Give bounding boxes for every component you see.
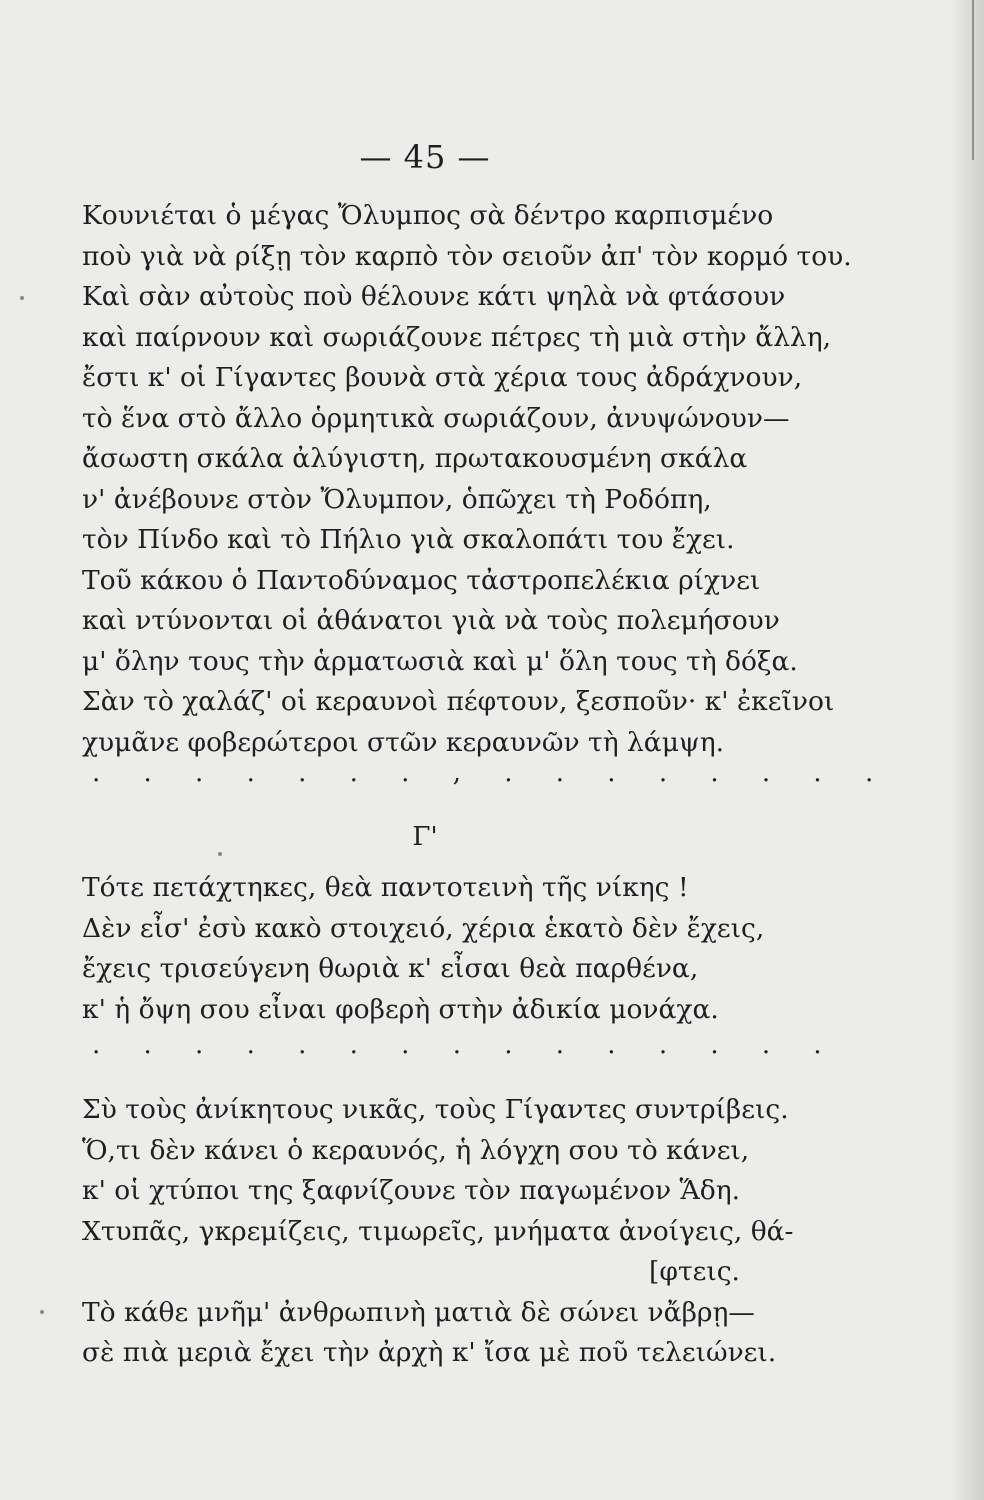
verse-line: καὶ ντύνονται οἱ ἀθάνατοι γιὰ νὰ τοὺς πολεμήσουν (82, 605, 780, 636)
verse-line: Χτυπᾶς, γκρεμίζεις, τιμωρεῖς, μνήματα ἀνοίγεις, θά- (82, 1215, 794, 1247)
verse-line: Τοῦ κάκου ὁ Παντοδύναμος τἀστροπελέκια ρίχνει (82, 564, 761, 596)
verse-line: καὶ παίρνουν καὶ σωριάζουνε πέτρες τὴ μιὰ στὴν ἄλλη, (82, 321, 832, 353)
stanza-3 (82, 1090, 802, 1374)
verse-line: κ' ἡ ὄψη σου εἶναι φοβερὴ στὴν ἀδικία μονάχα. (82, 993, 719, 1025)
section-heading: Γ' (412, 822, 438, 852)
verse-line: ἔστι κ' οἱ Γίγαντες βουνὰ στὰ χέρια τους ἀδράχνουν, (82, 362, 803, 393)
stanza-1 (82, 196, 852, 763)
verse-line: Δὲν εἶσ' ἐσὺ κακὸ στοιχειό, χέρια ἑκατὸ δὲν ἔχεις, (82, 912, 765, 944)
print-speck (20, 296, 24, 300)
verse-line: κ' οἱ χτύποι της ξαφνίζουνε τὸν παγωμένον Ἅδη. (82, 1175, 741, 1206)
ellipsis-row: . . . . . . . . . . . . . . . (92, 1030, 840, 1060)
verse-line: ἄσωστη σκάλα ἀλύγιστη, πρωτακουσμένη σκάλα (82, 443, 748, 474)
verse-line: ποὺ γιὰ νὰ ρίξῃ τὸν καρπὸ τὸν σειοῦν ἀπ' τὸν κορμό του. (82, 240, 852, 272)
verse-line: σὲ πιὰ μεριὰ ἔχει τὴν ἀρχὴ κ' ἴσα μὲ ποῦ τελειώνει. (82, 1337, 777, 1368)
print-speck (40, 1310, 44, 1314)
page-edge-shadow (950, 0, 984, 1500)
verse-line: Σὺ τοὺς ἀνίκητους νικᾶς, τοὺς Γίγαντες συντρίβεις. (82, 1094, 789, 1125)
verse-line: ἔχεις τρισεύγενη θωριὰ κ' εἶσαι θεὰ παρθένα, (82, 953, 699, 984)
verse-line: Σὰν τὸ χαλάζ' οἱ κεραυνοὶ πέφτουν, ξεσποῦν· κ' ἐκεῖνοι (82, 686, 835, 717)
verse-line: μ' ὅλην τους τὴν ἁρματωσιὰ καὶ μ' ὅλη τους τὴ δόξα. (82, 645, 798, 677)
ellipsis-row: . . . . . . . , . . . . . . . . (92, 758, 891, 788)
verse-line: Κουνιέται ὁ μέγας Ὄλυμπος σὰ δέντρο καρπισμένο (82, 200, 774, 231)
verse-line: χυμᾶνε φοβερώτεροι στῶν κεραυνῶν τὴ λάμψη. (82, 726, 725, 758)
verse-line: Ὅ,τι δὲν κάνει ὁ κεραυνός, ἡ λόγχη σου τὸ κάνει, (82, 1134, 750, 1166)
verse-line: Τότε πετάχτηκες, θεὰ παντοτεινὴ τῆς νίκης ! (82, 872, 689, 903)
page-number: — 45 — (359, 138, 491, 176)
verse-continuation: [φτεις. (649, 1256, 740, 1287)
verse-line: Καὶ σὰν αὐτοὺς ποὺ θέλουνε κάτι ψηλὰ νὰ φτάσουν (82, 281, 786, 312)
verse-line: Τὸ κάθε μνῆμ' ἀνθρωπινὴ ματιὰ δὲ σώνει νἄβρῃ— (82, 1296, 755, 1328)
print-speck (218, 852, 222, 856)
verse-line: τὸ ἕνα στὸ ἄλλο ὁρμητικὰ σωριάζουν, ἀνυψώνουν— (82, 402, 790, 434)
verse-line: ν' ἀνέβουνε στὸν Ὄλυμπον, ὁπῶχει τὴ Ροδόπη, (82, 483, 712, 515)
binding-mark (972, 0, 974, 160)
verse-line: τὸν Πίνδο καὶ τὸ Πήλιο γιὰ σκαλοπάτι του ἔχει. (82, 524, 735, 555)
stanza-2 (82, 868, 802, 1030)
